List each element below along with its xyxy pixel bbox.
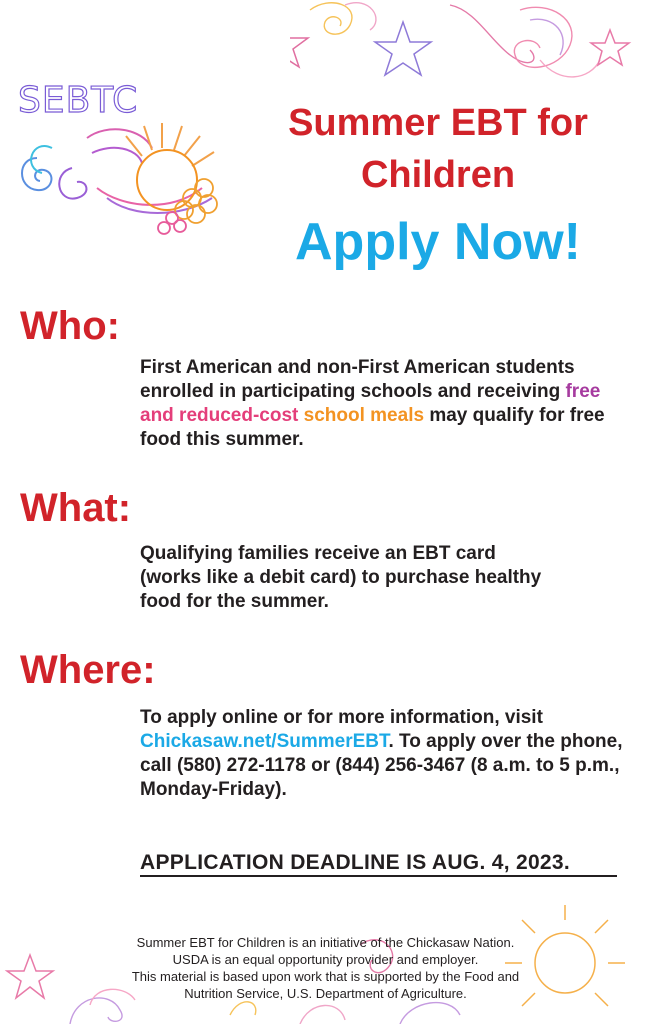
who-text	[140, 356, 630, 452]
logo-text: SEBTC	[18, 80, 139, 121]
sun-swirl-icon	[12, 118, 242, 238]
star-icon	[290, 20, 308, 67]
top-swirl-decoration	[290, 0, 651, 95]
where-text	[140, 706, 630, 802]
who-highlight-reduced: and reduced-cost	[140, 405, 299, 426]
footer-disclaimer	[40, 934, 611, 1002]
footer-line-2: USDA is an equal opportunity provider and employer.	[172, 952, 479, 967]
what-text: Qualifying families receive an EBT card (works like a debit card) to purchase healthy food for the summer.	[140, 543, 542, 612]
what-heading: What:	[20, 486, 132, 530]
title-line-1: Summer EBT for	[288, 102, 588, 144]
who-highlight-free: free	[565, 381, 601, 402]
who-text-after: may qualify for free food this summer.	[140, 405, 605, 450]
footer-line-4: Nutrition Service, U.S. Department of Agriculture.	[184, 986, 467, 1001]
where-text-after: . To apply over the phone, call (580) 272-1178 or (844) 256-3467 (8 a.m. to 5 p.m., Monday-Friday).	[140, 731, 623, 800]
deadline-underline	[140, 875, 617, 877]
title-line-2: Children	[360, 154, 516, 196]
sebtc-logo	[12, 78, 242, 238]
application-deadline: APPLICATION DEADLINE IS AUG. 4, 2023.	[140, 851, 571, 874]
who-heading: Who:	[20, 304, 120, 348]
footer-line-3: This material is based upon work that is supported by the Food and	[131, 969, 520, 984]
footer-line-1: Summer EBT for Children is an initiative of the Chickasaw Nation.	[136, 935, 515, 950]
who-text-before: First American and non-First American students enrolled in participating schools and receiving	[140, 357, 575, 402]
who-highlight-meals: school meals	[303, 405, 425, 426]
where-heading: Where:	[20, 648, 156, 692]
apply-now-heading: Apply Now!	[295, 213, 581, 271]
where-text-before: To apply online or for more information, visit	[140, 707, 543, 728]
summer-ebt-link[interactable]: Chickasaw.net/SummerEBT	[140, 731, 389, 752]
